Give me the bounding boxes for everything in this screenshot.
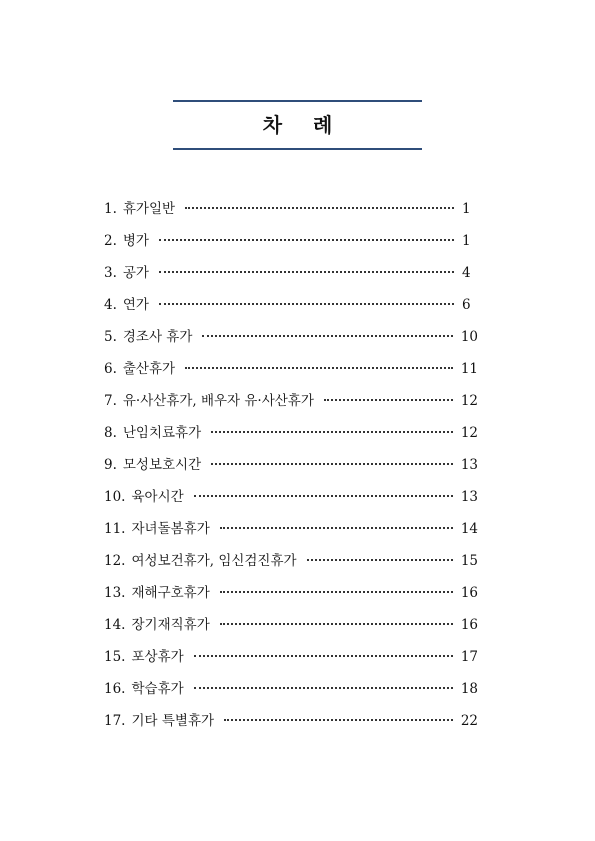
toc-entry-title: 병가 [122,233,149,249]
toc-dot-leader [211,431,453,433]
toc-entry-number: 10. [104,489,126,505]
toc-entry-number: 8. [104,425,117,441]
toc-dot-leader [220,591,453,593]
toc-dot-leader [159,303,454,305]
toc-entry-label [104,710,214,732]
toc-dot-leader [194,655,453,657]
toc-entry-title: 유·사산휴가, 배우자 유·사산휴가 [122,393,314,409]
toc-entry-page-number: 15 [460,553,478,569]
toc-entry-title: 난임치료휴가 [122,425,202,441]
toc-entry-number: 11. [104,521,126,537]
toc-dot-leader [185,207,454,209]
toc-dot-leader [159,271,454,273]
toc-dot-leader [202,335,452,337]
toc-entry-label [104,614,210,636]
toc-entry[interactable] [104,486,478,518]
toc-entry-number: 3. [104,265,117,281]
toc-entry-page-number: 17 [460,649,478,665]
toc-entry-page-number: 16 [460,617,478,633]
toc-entry-number: 5. [104,329,117,345]
toc-entry[interactable] [104,326,478,358]
toc-entry-label [104,294,149,316]
toc-entry-page-number: 11 [460,361,478,377]
toc-entry-page-number: 12 [460,425,478,441]
toc-entry[interactable] [104,294,478,326]
toc-entry-title: 연가 [122,297,149,313]
toc-entry[interactable] [104,550,478,582]
toc-entry-number: 6. [104,361,117,377]
toc-dot-leader [324,399,453,401]
toc-entry-number: 13. [104,585,126,601]
toc-dot-leader [194,687,453,689]
toc-entry-title: 공가 [122,265,149,281]
toc-entry-number: 15. [104,649,126,665]
toc-entry-label [104,326,192,348]
toc-entry-page-number: 18 [460,681,478,697]
toc-entry-page-number: 12 [460,393,478,409]
toc-entry[interactable] [104,422,478,454]
toc-entry-page-number: 1 [462,233,471,249]
toc-entry-title: 포상휴가 [131,649,184,665]
toc-entry-label [104,550,297,572]
toc-entry-title: 모성보호시간 [122,457,202,473]
toc-entry-label [104,358,175,380]
toc-entry-page-number: 16 [460,585,478,601]
toc-entry-page-number: 22 [460,713,478,729]
toc-entry-label [104,390,314,412]
toc-dot-leader [159,239,454,241]
toc-entry-label [104,678,184,700]
toc-entry[interactable] [104,390,478,422]
toc-entry-label [104,262,149,284]
toc-entry[interactable] [104,262,478,294]
toc-dot-leader [211,463,453,465]
toc-entry-title: 휴가일반 [122,201,176,217]
toc-entry-number: 9. [104,457,117,473]
title-bottom-rule [173,148,422,150]
toc-entry-title: 기타 특별휴가 [131,713,215,729]
toc-dot-leader [185,367,453,369]
toc-entry-label [104,454,201,476]
toc-entry-label [104,230,149,252]
toc-entry-page-number: 1 [462,201,471,217]
toc-entry-label [104,582,210,604]
toc-entry-title: 육아시간 [131,489,184,505]
toc-entry-label [104,518,210,540]
toc-entry-title: 여성보건휴가, 임신검진휴가 [131,553,297,569]
toc-entry-number: 1. [104,201,117,217]
page-title: 차 례 [262,113,345,137]
toc-entry-title: 자녀돌봄휴가 [131,521,210,537]
toc-entry-page-number: 13 [460,489,478,505]
toc-dot-leader [220,623,453,625]
toc-dot-leader [307,559,453,561]
toc-entry[interactable] [104,710,478,742]
toc-dot-leader [220,527,453,529]
toc-entry-title: 재해구호휴가 [131,585,210,601]
table-of-contents [104,198,478,742]
toc-entry-number: 7. [104,393,117,409]
toc-dot-leader [224,719,453,721]
toc-entry-label [104,198,175,220]
toc-entry-page-number: 13 [460,457,478,473]
toc-entry-title: 학습휴가 [131,681,184,697]
toc-entry-page-number: 10 [460,329,478,345]
toc-entry-number: 14. [104,617,126,633]
toc-entry-number: 12. [104,553,126,569]
toc-entry[interactable] [104,614,478,646]
toc-entry-number: 17. [104,713,126,729]
toc-entry-label [104,422,201,444]
toc-entry[interactable] [104,358,478,390]
toc-entry-page-number: 14 [460,521,478,537]
toc-entry-page-number: 4 [462,265,471,281]
toc-entry[interactable] [104,646,478,678]
toc-entry[interactable] [104,198,478,230]
toc-entry[interactable] [104,518,478,550]
toc-entry-number: 4. [104,297,117,313]
toc-entry-number: 16. [104,681,126,697]
toc-entry[interactable] [104,454,478,486]
toc-entry-title: 경조사 휴가 [122,329,193,345]
toc-entry-title: 출산휴가 [122,361,176,377]
toc-entry-number: 2. [104,233,117,249]
toc-dot-leader [194,495,453,497]
toc-entry[interactable] [104,230,478,262]
toc-entry[interactable] [104,678,478,710]
toc-entry[interactable] [104,582,478,614]
toc-entry-label [104,486,184,508]
toc-entry-title: 장기재직휴가 [131,617,210,633]
toc-entry-label [104,646,184,668]
title-top-rule [173,100,422,102]
toc-entry-page-number: 6 [462,297,471,313]
